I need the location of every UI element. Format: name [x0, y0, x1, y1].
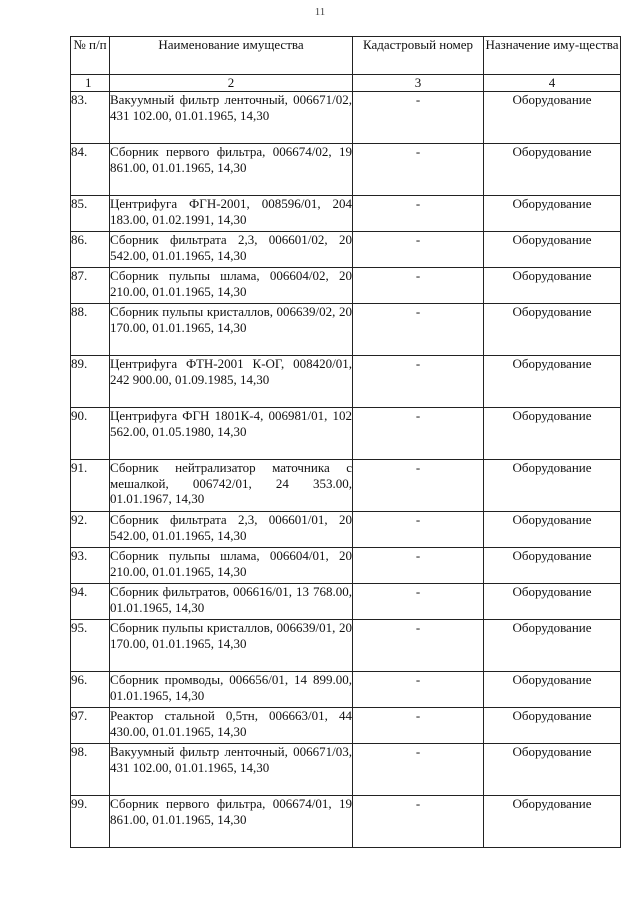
cadastral-number: - [353, 796, 484, 848]
property-purpose: Оборудование [484, 620, 621, 672]
cadastral-number: - [353, 144, 484, 196]
header-purpose: Назначение иму-щества [484, 37, 621, 75]
property-purpose: Оборудование [484, 512, 621, 548]
row-number: 96. [71, 672, 110, 708]
column-number-row [71, 75, 621, 92]
property-name: Сборник промводы, 006656/01, 14 899.00, 01.01.1965, 14,30 [110, 672, 353, 708]
cadastral-number: - [353, 460, 484, 512]
table-row [71, 584, 621, 620]
property-table [70, 36, 621, 848]
table-row [71, 744, 621, 796]
cadastral-number: - [353, 196, 484, 232]
row-number: 92. [71, 512, 110, 548]
table-row [71, 796, 621, 848]
property-purpose: Оборудование [484, 460, 621, 512]
property-name: Вакуумный фильтр ленточный, 006671/02, 431 102.00, 01.01.1965, 14,30 [110, 92, 353, 144]
header-name: Наименование имущества [110, 37, 353, 75]
table-row [71, 548, 621, 584]
property-purpose: Оборудование [484, 744, 621, 796]
row-number: 97. [71, 708, 110, 744]
cadastral-number: - [353, 232, 484, 268]
property-name: Сборник пульпы кристаллов, 006639/01, 20 170.00, 01.01.1965, 14,30 [110, 620, 353, 672]
property-purpose: Оборудование [484, 548, 621, 584]
table-row [71, 672, 621, 708]
property-name: Сборник первого фильтра, 006674/01, 19 861.00, 01.01.1965, 14,30 [110, 796, 353, 848]
column-number: 1 [71, 75, 110, 92]
table-row [71, 512, 621, 548]
column-number: 3 [353, 75, 484, 92]
table-row [71, 356, 621, 408]
header-row [71, 37, 621, 75]
row-number: 93. [71, 548, 110, 584]
row-number: 91. [71, 460, 110, 512]
row-number: 89. [71, 356, 110, 408]
property-name: Центрифуга ФГН-2001, 008596/01, 204 183.00, 01.02.1991, 14,30 [110, 196, 353, 232]
property-name: Сборник пульпы кристаллов, 006639/02, 20 170.00, 01.01.1965, 14,30 [110, 304, 353, 356]
property-purpose: Оборудование [484, 408, 621, 460]
property-purpose: Оборудование [484, 268, 621, 304]
row-number: 88. [71, 304, 110, 356]
table-row [71, 144, 621, 196]
property-name: Сборник фильтрата 2,3, 006601/02, 20 542.00, 01.01.1965, 14,30 [110, 232, 353, 268]
column-number: 2 [110, 75, 353, 92]
property-purpose: Оборудование [484, 796, 621, 848]
cadastral-number: - [353, 744, 484, 796]
property-name: Центрифуга ФТН-2001 К-ОГ, 008420/01, 242 900.00, 01.09.1985, 14,30 [110, 356, 353, 408]
property-name: Сборник фильтрата 2,3, 006601/01, 20 542.00, 01.01.1965, 14,30 [110, 512, 353, 548]
cadastral-number: - [353, 408, 484, 460]
property-name: Центрифуга ФГН 1801К-4, 006981/01, 102 562.00, 01.05.1980, 14,30 [110, 408, 353, 460]
cadastral-number: - [353, 672, 484, 708]
property-purpose: Оборудование [484, 584, 621, 620]
property-purpose: Оборудование [484, 144, 621, 196]
cadastral-number: - [353, 512, 484, 548]
row-number: 85. [71, 196, 110, 232]
column-number: 4 [484, 75, 621, 92]
table-row [71, 708, 621, 744]
row-number: 95. [71, 620, 110, 672]
table-row [71, 460, 621, 512]
table-row [71, 408, 621, 460]
header-num: № п/п [71, 37, 110, 75]
table-row [71, 92, 621, 144]
property-name: Сборник фильтратов, 006616/01, 13 768.00, 01.01.1965, 14,30 [110, 584, 353, 620]
row-number: 98. [71, 744, 110, 796]
row-number: 90. [71, 408, 110, 460]
table-row [71, 268, 621, 304]
header-cadastral: Кадастровый номер [353, 37, 484, 75]
cadastral-number: - [353, 708, 484, 744]
cadastral-number: - [353, 620, 484, 672]
row-number: 87. [71, 268, 110, 304]
property-purpose: Оборудование [484, 708, 621, 744]
property-name: Сборник пульпы шлама, 006604/01, 20 210.00, 01.01.1965, 14,30 [110, 548, 353, 584]
row-number: 84. [71, 144, 110, 196]
row-number: 99. [71, 796, 110, 848]
property-purpose: Оборудование [484, 356, 621, 408]
cadastral-number: - [353, 548, 484, 584]
property-purpose: Оборудование [484, 672, 621, 708]
table-row [71, 304, 621, 356]
row-number: 83. [71, 92, 110, 144]
property-purpose: Оборудование [484, 232, 621, 268]
row-number: 94. [71, 584, 110, 620]
table-row [71, 232, 621, 268]
property-purpose: Оборудование [484, 196, 621, 232]
cadastral-number: - [353, 584, 484, 620]
table-row [71, 620, 621, 672]
cadastral-number: - [353, 304, 484, 356]
cadastral-number: - [353, 268, 484, 304]
row-number: 86. [71, 232, 110, 268]
page-number: 11 [314, 6, 326, 18]
property-name: Реактор стальной 0,5тн, 006663/01, 44 430.00, 01.01.1965, 14,30 [110, 708, 353, 744]
property-purpose: Оборудование [484, 304, 621, 356]
property-purpose: Оборудование [484, 92, 621, 144]
property-name: Сборник первого фильтра, 006674/02, 19 861.00, 01.01.1965, 14,30 [110, 144, 353, 196]
property-name: Сборник пульпы шлама, 006604/02, 20 210.00, 01.01.1965, 14,30 [110, 268, 353, 304]
property-name: Сборник нейтрализатор маточника с мешалкой, 006742/01, 24 353.00, 01.01.1967, 14,30 [110, 460, 353, 512]
table-row [71, 196, 621, 232]
property-name: Вакуумный фильтр ленточный, 006671/03, 431 102.00, 01.01.1965, 14,30 [110, 744, 353, 796]
cadastral-number: - [353, 92, 484, 144]
cadastral-number: - [353, 356, 484, 408]
